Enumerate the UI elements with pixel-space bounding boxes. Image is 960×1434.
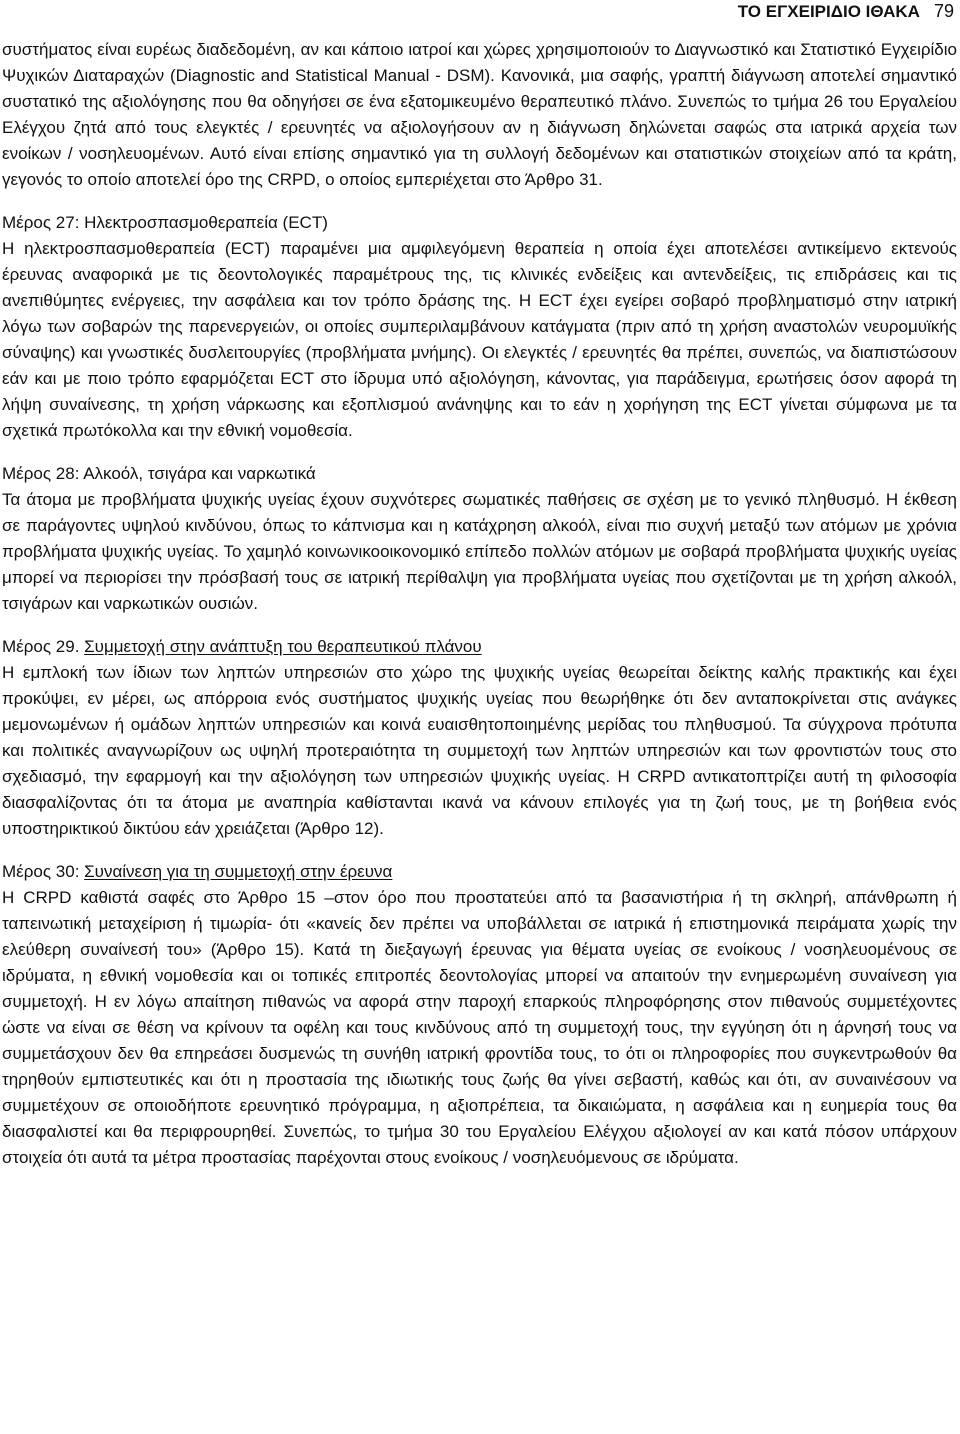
section-title: Αλκοόλ, τσιγάρα και ναρκωτικά [83,464,316,483]
page-header [738,0,954,24]
document-title: ΤΟ ΕΓΧΕΙΡΙΔΙΟ ΙΘΑΚΑ [737,2,920,21]
section-heading [2,634,957,660]
section-prefix: Μέρος 30: [2,862,85,881]
page-number: 79 [933,1,954,21]
section-body: Η εμπλοκή των ίδιων των ληπτών υπηρεσιών στο χώρο της ψυχικής υγείας θεωρείται δείκτης καλής πρακτικής και έχει προκύψει, εν μέρει, ως απόρροια ενός συστήματος ψυχικής υγείας που θεωρήθηκε ότι δεν ανταποκρίνεται στις ανάγκες μεμονωμένων ή ομάδων ληπτών υπηρεσιών και κοινά ευαισθητοποιημένης μερίδας του πληθυσμού. Τα σύγχρονα πρότυπα και πολιτικές αναγνωρίζουν ως υψηλή προτεραιότητα τη συμμετοχή των ληπτών υπηρεσιών και των φροντιστών τους στο σχεδιασμό, την εφαρμογή και την αξιολόγηση των υπηρεσιών ψυχικής υγείας. Η CRPD αντικατοπτρίζει αυτή τη φιλοσοφία διασφαλίζοντας ότι τα άτομα με αναπηρία καθίστανται ικανά να κάνουν επιλογές για τη ζωή τους, με τη βοήθεια ενός υποστηρικτικού δικτύου εάν χρειάζεται (Άρθρο 12). [2,663,957,838]
section-title: Συναίνεση για τη συμμετοχή στην έρευνα [84,862,393,881]
section-prefix: Μέρος 27: [2,213,85,232]
section-body: Η ηλεκτροσπασμοθεραπεία (ECT) παραμένει μια αμφιλεγόμενη θεραπεία η οποία έχει αποτελέσει αντικείμενο εκτενούς έρευνας αναφορικά με τις δεοντολογικές παραμέτρους της, τις κλινικές ενδείξεις και αντενδείξεις, τις επιδράσεις και τις ανεπιθύμητες ενέργειες, την ασφάλεια και τον τρόπο δράσης της. Η ECT έχει εγείρει σοβαρό προβληματισμό στην ιατρική λόγω των σοβαρών της παρενεργειών, οι οποίες συμπεριλαμβάνουν κατάγματα (πριν από τη χρήση αναστολών νευρομυϊκής σύναψης) και γνωστικές δυσλειτουργίες (προβλήματα μνήμης). Οι ελεγκτές / ερευνητές θα πρέπει, συνεπώς, να διαπιστώσουν εάν και με ποιο τρόπο εφαρμόζεται ECT στο ίδρυμα υπό αξιολόγηση, κάνοντας, για παράδειγμα, ερωτήσεις όσον αφορά τη λήψη συναίνεσης, τη χρήση νάρκωσης και εξοπλισμού ανάνηψης και το εάν η χορήγηση της ECT γίνεται σύμφωνα με τα σχετικά πρωτόκολλα και την εθνική νομοθεσία. [2,239,957,440]
section-title: Ηλεκτροσπασμοθεραπεία (ECT) [84,213,328,232]
section-heading [2,461,957,487]
section-27 [2,210,957,444]
section-28 [2,461,957,617]
section-heading [2,210,957,236]
section-30 [2,859,957,1171]
section-heading [2,859,957,885]
intro-paragraph: συστήματος είναι ευρέως διαδεδομένη, αν και κάποιο ιατροί και χώρες χρησιμοποιούν το Διαγνωστικό και Στατιστικό Εγχειρίδιο Ψυχικών Διαταραχών (Diagnostic and Statistical Manual - DSM). Κανονικά, μια σαφής, γραπτή διάγνωση αποτελεί σημαντικό συστατικό της αξιολόγησης που θα οδηγήσει σε ένα εξατομικευμένο θεραπευτικό πλάνο. Συνεπώς το τμήμα 26 του Εργαλείου Ελέγχου ζητά από τους ελεγκτές / ερευνητές να αξιολογήσουν αν η διάγνωση δηλώνεται σαφώς στα ιατρικά αρχεία των ενοίκων / νοσηλευομένων. Αυτό είναι επίσης σημαντικό για τη συλλογή δεδομένων και στατιστικών στοιχείων από τα κράτη, γεγονός το οποίο αποτελεί όρο της CRPD, ο οποίος εμπεριέχεται στο Άρθρο 31. [2,40,957,189]
document-body [2,37,957,1171]
section-prefix: Μέρος 28: [2,464,84,483]
section-body: Τα άτομα με προβλήματα ψυχικής υγείας έχουν συχνότερες σωματικές παθήσεις σε σχέση με το γενικό πληθυσμό. Η έκθεση σε παράγοντες υψηλού κινδύνου, όπως το κάπνισμα και η κατάχρηση αλκοόλ, είναι πιο συχνή μεταξύ των ατόμων με χρόνια προβλήματα ψυχικής υγείας. Το χαμηλό κοινωνικοοικονομικό επίπεδο πολλών ατόμων με σοβαρά προβλήματα ψυχικής υγείας μπορεί να περιορίσει την πρόσβασή τους σε ιατρική περίθαλψη για προβλήματα υγείας που σχετίζονται με τη χρήση αλκοόλ, τσιγάρων και ναρκωτικών ουσιών. [2,490,957,613]
section-29 [2,634,957,842]
section-title: Συμμετοχή στην ανάπτυξη του θεραπευτικού πλάνου [84,637,482,656]
section-body: Η CRPD καθιστά σαφές στο Άρθρο 15 –στον όρο που προστατεύει από τα βασανιστήρια ή τη σκληρή, απάνθρωπη ή ταπεινωτική μεταχείριση ή τιμωρία- ότι «κανείς δεν πρέπει να υποβάλλεται σε ιατρικά ή επιστημονικά πειράματα χωρίς την ελεύθερη συναίνεσή του» (Άρθρο 15). Κατά τη διεξαγωγή έρευνας για θέματα υγείας σε ενοίκους / νοσηλευομένους σε ιδρύματα, η εθνική νομοθεσία και οι τοπικές επιτροπές δεοντολογίας μπορεί να απαιτούν την ενημερωμένη συναίνεση για συμμετοχή. Η εν λόγω απαίτηση πιθανώς να αφορά στην παροχή επαρκούς πληροφόρησης στον πιθανούς συμμετέχοντες ώστε να είναι σε θέση να κρίνουν τα οφέλη και τους κινδύνους από τη συμμετοχή τους, την εγγύηση ότι η άρνησή τους να συμμετάσχουν δεν θα επηρεάσει δυσμενώς τη συνήθη ιατρική φροντίδα τους, το ότι οι πληροφορίες που συγκεντρωθούν θα τηρηθούν εμπιστευτικές και ότι η προστασία της ιδιωτικής τους ζωής θα γίνει σεβαστή, καθώς και ότι, αν συναινέσουν να συμμετέχουν σε οποιοδήποτε ερευνητικό πρόγραμμα, η αξιοπρέπεια, τα δικαιώματα, η ασφάλεια και η ευημερία τους θα διασφαλιστεί και θα περιφρουρηθεί. Συνεπώς, το τμήμα 30 του Εργαλείου Ελέγχου αξιολογεί αν και κατά πόσον υπάρχουν στοιχεία ότι αυτά τα μέτρα προστασίας παρέχονται στους ενοίκους / νοσηλευόμενους σε ιδρύματα. [2,888,957,1167]
section-prefix: Μέρος 29. [2,637,85,656]
